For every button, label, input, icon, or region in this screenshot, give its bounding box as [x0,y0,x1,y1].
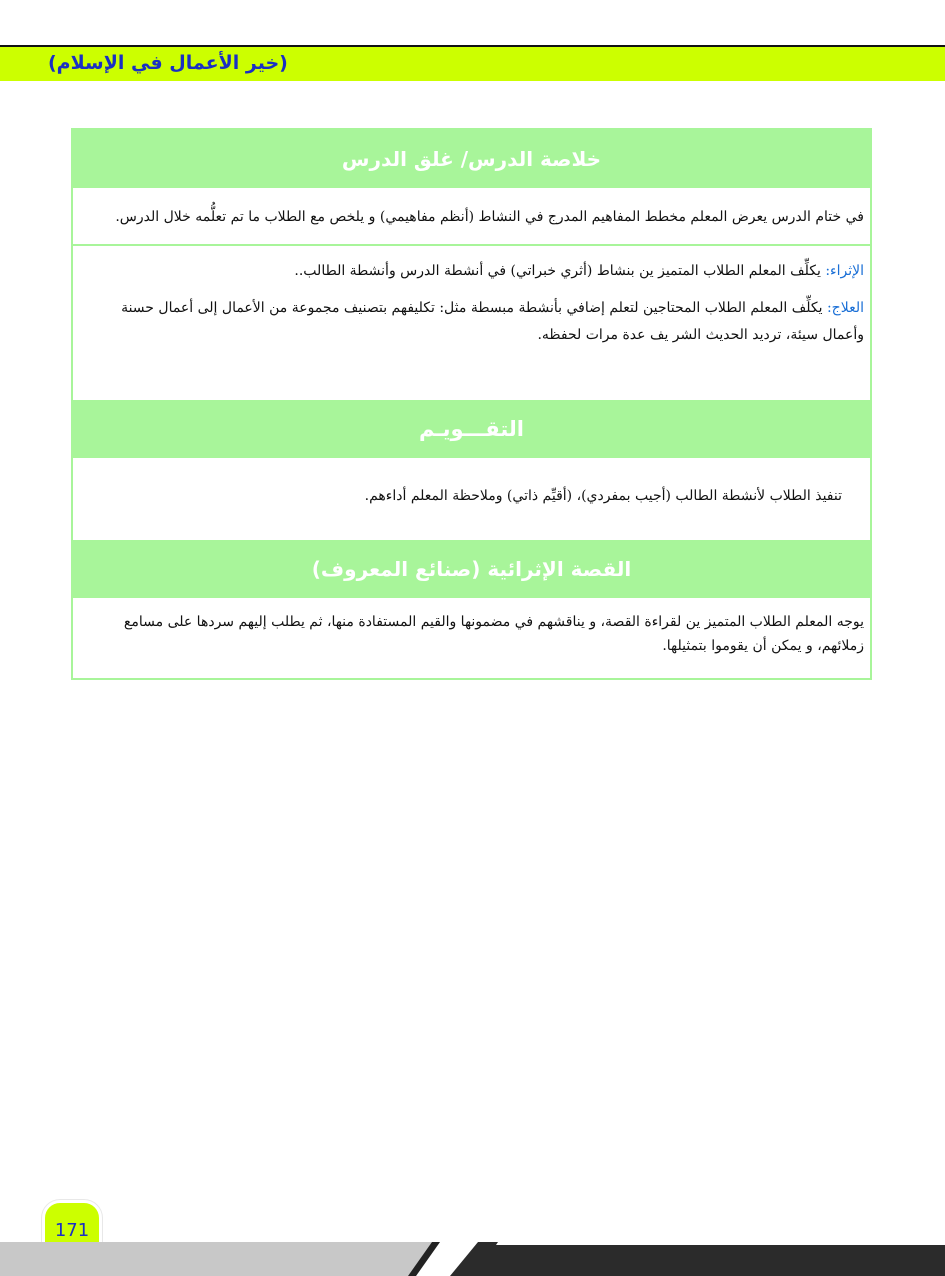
enrichment-paragraph [79,258,864,285]
remedial-label: العلاج: [826,300,864,316]
support-body [73,246,870,400]
footer-dark-band [450,1242,945,1276]
evaluation-title: التقـــويـم [419,417,524,441]
story-text: يوجه المعلم الطلاب المتميز ين لقراءة القصة، و يناقشهم في مضمونها والقيم المستفادة منها، ثم يطلب إليهم سردها على مسامع زملائهم، و يمكن أن يقوموا بتمثيلها. [123,614,864,654]
story-body [73,598,870,678]
footer-decoration [0,1230,945,1276]
lesson-card [71,128,872,680]
enrichment-text: يكلِّف المعلم الطلاب المتميز ين بنشاط (أثري خبراتي) في أنشطة الدرس وأنشطة الطالب.. [294,263,826,279]
closure-body [73,188,870,244]
evaluation-body [73,458,870,540]
footer-grey-band [0,1242,440,1276]
footer-highlight [496,1242,945,1245]
running-title: (خير الأعمال في الإسلام) [48,52,288,74]
page-number-text: 171 [54,1219,90,1241]
closure-header [73,130,870,188]
story-header [73,540,870,598]
remedial-paragraph [79,295,864,349]
evaluation-header [73,400,870,458]
enrichment-label: الإثراء: [825,263,864,279]
remedial-text: يكلِّف المعلم الطلاب المحتاجين لتعلم إضافي بأنشطة مبسطة مثل: تكليفهم بتصنيف مجموعة من الأعمال إلى أعمال حسنة وأعمال سيئة، ترديد الحديث الشر يف عدة مرات لحفظه. [121,300,864,343]
closure-text: في ختام الدرس يعرض المعلم مخطط المفاهيم المدرج في النشاط (أنظم مفاهيمي) و يلخص مع الطلاب ما تم تعلُّمه خلال الدرس. [115,209,864,225]
closure-title: خلاصة الدرس/ غلق الدرس [341,147,602,171]
evaluation-text: تنفيذ الطلاب لأنشطة الطالب (أجيب بمفردي)، (أقيِّم ذاتي) وملاحظة المعلم أداءهم. [364,488,842,504]
story-title: القصة الإثرائية (صنائع المعروف) [311,557,632,581]
